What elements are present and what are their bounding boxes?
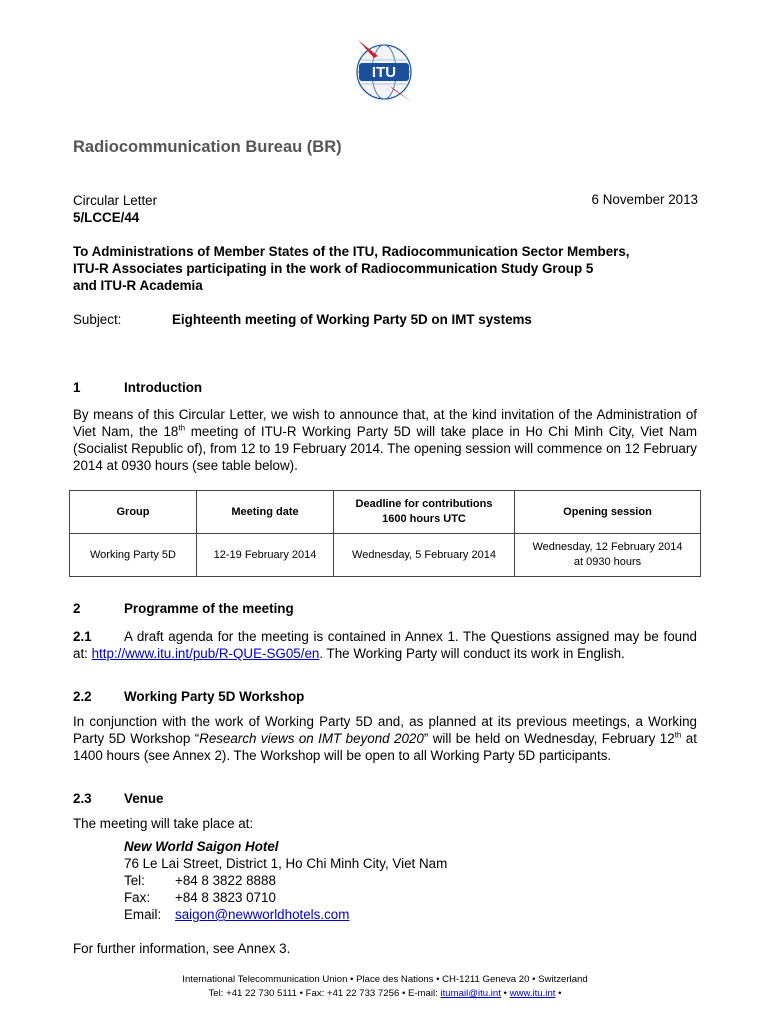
table-cell: Wednesday, 5 February 2014 (334, 534, 515, 577)
questions-link[interactable]: http://www.itu.int/pub/R-QUE-SG05/en (91, 646, 320, 661)
addressees-line: ITU-R Associates participating in the work of Radiocommunication Study Group 5 (73, 261, 594, 276)
section-2-1-paragraph (73, 628, 697, 662)
footer-line: International Telecommunication Union • Place des Nations • CH-1211 Geneva 20 • Switzerland (182, 974, 588, 985)
text: Tel: +41 22 730 5111 • Fax: +41 22 733 7256 • E-mail: (208, 988, 441, 999)
text: meeting of ITU-R Working Party 5D will take place in Ho Chi Minh City, Viet Nam (Socialist Republic of), from 12 to 19 February 2014. The opening session will commence on 12 February 2014 at 0930 hours (see table below). (73, 424, 697, 473)
venue-block (124, 838, 447, 923)
superscript: th (674, 730, 682, 740)
section-number: 2 (73, 601, 81, 616)
cell-line: Wednesday, 12 February 2014 (532, 541, 683, 553)
letter-ref: 5/LCCE/44 (73, 210, 140, 225)
workshop-title: Research views on IMT beyond 2020 (199, 731, 424, 746)
meeting-table (69, 490, 701, 577)
venue-email (124, 906, 447, 923)
venue-address: 76 Le Lai Street, District 1, Ho Chi Minh City, Viet Nam (124, 856, 448, 871)
venue-fax (124, 889, 447, 906)
section-2-heading (73, 601, 294, 616)
addressees (73, 243, 703, 294)
table-cell (515, 534, 701, 577)
section-1-paragraph (73, 406, 697, 474)
separator: • (555, 988, 562, 999)
addressees-line: and ITU-R Academia (73, 278, 203, 293)
table-cell: 12-19 February 2014 (197, 534, 334, 577)
section-title: Introduction (124, 380, 203, 395)
venue-email-link[interactable]: saigon@newworldhotels.com (175, 907, 350, 922)
footer (0, 973, 770, 1001)
bureau-title: Radiocommunication Bureau (BR) (73, 138, 342, 156)
fax-value: +84 8 3823 0710 (175, 890, 276, 905)
fax-label: Fax: (124, 890, 151, 905)
text: By means of this Circular Letter, we wish to announce that, at the kind invitation of the Administration of Viet Nam, the 18 (73, 407, 697, 439)
addressees-line: To Administrations of Member States of the ITU, Radiocommunication Sector Members, (73, 244, 630, 259)
text: . The Working Party will conduct its work in English. (319, 646, 625, 661)
section-2-3-heading (73, 791, 163, 806)
col-header: Group (70, 491, 197, 534)
section-2-2-paragraph (73, 713, 697, 764)
letter-date: 6 November 2013 (591, 192, 698, 207)
col-header: Meeting date (197, 491, 334, 534)
section-title: Programme of the meeting (124, 601, 294, 616)
subject-text: Eighteenth meeting of Working Party 5D on IMT systems (172, 312, 532, 327)
footer-line (0, 987, 770, 1001)
col-header: Opening session (515, 491, 701, 534)
tel-value: +84 8 3822 8888 (175, 873, 276, 888)
venue-intro: The meeting will take place at: (73, 816, 254, 831)
table-row (70, 534, 701, 577)
venue-name: New World Saigon Hotel (124, 839, 279, 854)
text: A draft agenda for the meeting is contained in Annex 1. The Questions assigned may be found at: (73, 629, 697, 661)
letter-type: Circular Letter (73, 193, 158, 208)
separator: • (500, 988, 510, 999)
text: at 1400 hours (see Annex 2). The Workshop will be open to all Working Party 5D participants. (73, 731, 697, 763)
footer-email-link[interactable]: itumail@itu.int (440, 988, 501, 999)
venue-tel (124, 872, 447, 889)
section-title: Venue (124, 791, 164, 806)
letter-ref-block (73, 192, 157, 226)
tel-label: Tel: (124, 873, 145, 888)
email-label: Email: (124, 907, 162, 922)
subsection-number: 2.1 (73, 629, 92, 644)
header-line: 1600 hours UTC (382, 513, 466, 525)
itu-logo (352, 36, 416, 104)
table-header-row (70, 491, 701, 534)
header-line: Deadline for contributions (355, 498, 493, 510)
section-number: 2.3 (73, 791, 92, 806)
section-1-heading (73, 380, 202, 395)
col-header (334, 491, 515, 534)
further-info: For further information, see Annex 3. (73, 941, 291, 956)
section-2-2-heading (73, 689, 304, 704)
section-title: Working Party 5D Workshop (124, 689, 305, 704)
section-number: 2.2 (73, 689, 92, 704)
footer-web-link[interactable]: www.itu.int (509, 988, 556, 999)
table-cell: Working Party 5D (70, 534, 197, 577)
section-number: 1 (73, 380, 81, 395)
svg-text:ITU: ITU (371, 64, 397, 81)
text: In conjunction with the work of Working Party 5D and, as planned at its previous meetings, a Working Party 5D Workshop “ (73, 714, 697, 746)
cell-line: at 0930 hours (573, 556, 642, 568)
superscript: th (178, 423, 186, 433)
text: ” will be held on Wednesday, February 12 (423, 731, 675, 746)
subject-label: Subject: (73, 312, 122, 327)
